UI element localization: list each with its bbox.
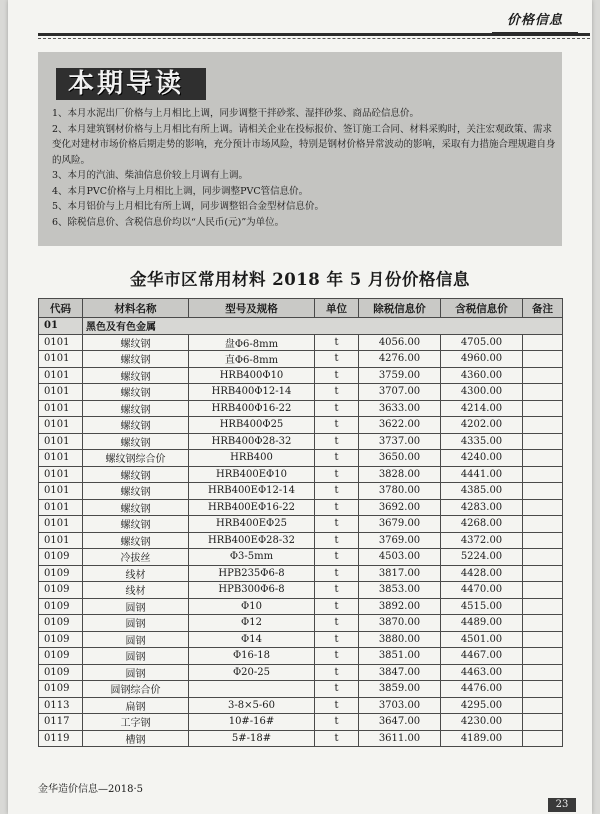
table-row <box>39 631 563 648</box>
cell-remarks <box>523 582 563 599</box>
cell-unit: t <box>315 664 359 681</box>
cell-price-excl-tax: 3622.00 <box>359 417 441 434</box>
cell-code: 0101 <box>39 499 83 516</box>
cell-unit: t <box>315 334 359 351</box>
table-row <box>39 384 563 401</box>
cell-spec: 直Φ6-8mm <box>189 351 315 368</box>
cell-spec: HRB400Φ16-22 <box>189 400 315 417</box>
table-row <box>39 483 563 500</box>
table-row <box>39 499 563 516</box>
cell-unit: t <box>315 549 359 566</box>
price-table <box>38 298 563 747</box>
cell-remarks <box>523 483 563 500</box>
intro-box <box>38 52 562 246</box>
table-row <box>39 351 563 368</box>
cell-code: 0109 <box>39 681 83 698</box>
cell-code: 0109 <box>39 631 83 648</box>
cell-price-incl-tax: 4214.00 <box>441 400 523 417</box>
cell-price-incl-tax: 4360.00 <box>441 367 523 384</box>
intro-item: 2、本月建筑钢材价格与上月相比有所上调。请相关企业在投标报价、签订施工合同、材料采购时，关注宏观政策、需求变化对建材市场价格后期走势的影响，充分预计市场风险，特别是钢材价格异常波动的影响，采取有力措施合理规避自身的风险。 <box>52 123 556 166</box>
cell-price-incl-tax: 4385.00 <box>441 483 523 500</box>
cell-spec: Φ12 <box>189 615 315 632</box>
cell-unit: t <box>315 483 359 500</box>
cell-unit: t <box>315 499 359 516</box>
cell-spec: Φ3-5mm <box>189 549 315 566</box>
cell-spec: HRB400Φ25 <box>189 417 315 434</box>
cell-price-excl-tax: 3817.00 <box>359 565 441 582</box>
cell-spec: Φ16-18 <box>189 648 315 665</box>
cell-name: 螺纹钢 <box>83 466 189 483</box>
cell-name: 扁钢 <box>83 697 189 714</box>
cell-name: 螺纹钢 <box>83 532 189 549</box>
cell-name: 螺纹钢 <box>83 417 189 434</box>
cell-name: 螺纹钢 <box>83 516 189 533</box>
cell-price-incl-tax: 4515.00 <box>441 598 523 615</box>
cell-name: 螺纹钢 <box>83 400 189 417</box>
cell-price-incl-tax: 4705.00 <box>441 334 523 351</box>
cell-price-incl-tax: 4489.00 <box>441 615 523 632</box>
cell-spec: HRB400EΦ28-32 <box>189 532 315 549</box>
col-header-name: 材料名称 <box>83 299 189 318</box>
cell-code: 0101 <box>39 367 83 384</box>
cell-remarks <box>523 532 563 549</box>
table-row <box>39 664 563 681</box>
col-header-price-excl-tax: 除税信息价 <box>359 299 441 318</box>
cell-spec: HRB400Φ12-14 <box>189 384 315 401</box>
cell-price-excl-tax: 3650.00 <box>359 450 441 467</box>
cell-remarks <box>523 384 563 401</box>
cell-remarks <box>523 664 563 681</box>
cell-price-excl-tax: 3611.00 <box>359 730 441 747</box>
cell-code: 0101 <box>39 417 83 434</box>
cell-name: 螺纹钢 <box>83 351 189 368</box>
cell-code: 0109 <box>39 549 83 566</box>
cell-unit: t <box>315 615 359 632</box>
cell-price-excl-tax: 3828.00 <box>359 466 441 483</box>
cell-price-excl-tax: 4503.00 <box>359 549 441 566</box>
cell-price-incl-tax: 4372.00 <box>441 532 523 549</box>
cell-spec: 5#-18# <box>189 730 315 747</box>
footer-publication: 金华造价信息—2018·5 <box>38 784 143 795</box>
cell-spec: 盘Φ6-8mm <box>189 334 315 351</box>
cell-price-incl-tax: 4300.00 <box>441 384 523 401</box>
table-row <box>39 549 563 566</box>
cell-price-incl-tax: 4283.00 <box>441 499 523 516</box>
cell-code: 0113 <box>39 697 83 714</box>
cell-price-excl-tax: 3859.00 <box>359 681 441 698</box>
table-header-row <box>39 299 563 318</box>
category-code: 01 <box>39 318 83 335</box>
cell-price-incl-tax: 4441.00 <box>441 466 523 483</box>
table-row <box>39 730 563 747</box>
table-row <box>39 450 563 467</box>
cell-code: 0109 <box>39 565 83 582</box>
intro-title: 本期导读 <box>68 69 185 99</box>
table-row <box>39 648 563 665</box>
cell-code: 0101 <box>39 351 83 368</box>
cell-spec: HRB400 <box>189 450 315 467</box>
intro-item: 5、本月铝价与上月相比有所上调，同步调整铝合金型材信息价。 <box>52 201 325 212</box>
cell-remarks <box>523 334 563 351</box>
cell-remarks <box>523 466 563 483</box>
cell-price-incl-tax: 4467.00 <box>441 648 523 665</box>
cell-remarks <box>523 450 563 467</box>
cell-spec: HPB300Φ6-8 <box>189 582 315 599</box>
cell-price-incl-tax: 4470.00 <box>441 582 523 599</box>
cell-unit: t <box>315 697 359 714</box>
col-header-unit: 单位 <box>315 299 359 318</box>
cell-remarks <box>523 730 563 747</box>
cell-unit: t <box>315 565 359 582</box>
cell-price-excl-tax: 3633.00 <box>359 400 441 417</box>
cell-spec: HRB400Φ28-32 <box>189 433 315 450</box>
cell-price-incl-tax: 4476.00 <box>441 681 523 698</box>
cell-code: 0101 <box>39 433 83 450</box>
cell-remarks <box>523 367 563 384</box>
cell-unit: t <box>315 466 359 483</box>
table-row <box>39 565 563 582</box>
table-row <box>39 582 563 599</box>
cell-unit: t <box>315 516 359 533</box>
cell-remarks <box>523 615 563 632</box>
col-header-remarks: 备注 <box>523 299 563 318</box>
cell-spec: 10#-16# <box>189 714 315 731</box>
cell-code: 0101 <box>39 466 83 483</box>
cell-name: 圆钢 <box>83 631 189 648</box>
table-row <box>39 516 563 533</box>
page <box>8 0 592 814</box>
intro-item: 3、本月的汽油、柴油信息价较上月调有上调。 <box>52 170 249 181</box>
cell-unit: t <box>315 367 359 384</box>
cell-price-incl-tax: 4268.00 <box>441 516 523 533</box>
cell-remarks <box>523 648 563 665</box>
cell-price-excl-tax: 3892.00 <box>359 598 441 615</box>
cell-name: 螺纹钢 <box>83 384 189 401</box>
cell-remarks <box>523 433 563 450</box>
cell-price-excl-tax: 4056.00 <box>359 334 441 351</box>
cell-price-incl-tax: 4335.00 <box>441 433 523 450</box>
cell-code: 0109 <box>39 615 83 632</box>
cell-code: 0101 <box>39 450 83 467</box>
table-row <box>39 334 563 351</box>
cell-name: 螺纹钢 <box>83 433 189 450</box>
cell-unit: t <box>315 582 359 599</box>
table-row <box>39 615 563 632</box>
cell-remarks <box>523 351 563 368</box>
cell-price-excl-tax: 3759.00 <box>359 367 441 384</box>
col-header-price-incl-tax: 含税信息价 <box>441 299 523 318</box>
cell-code: 0109 <box>39 664 83 681</box>
cell-remarks <box>523 714 563 731</box>
cell-name: 圆钢 <box>83 648 189 665</box>
cell-remarks <box>523 681 563 698</box>
cell-price-excl-tax: 3780.00 <box>359 483 441 500</box>
cell-unit: t <box>315 417 359 434</box>
cell-spec: Φ20-25 <box>189 664 315 681</box>
cell-code: 0101 <box>39 483 83 500</box>
cell-price-incl-tax: 4189.00 <box>441 730 523 747</box>
table-row <box>39 681 563 698</box>
header-rule-dashed <box>38 38 590 39</box>
cell-price-incl-tax: 5224.00 <box>441 549 523 566</box>
cell-price-incl-tax: 4230.00 <box>441 714 523 731</box>
cell-price-excl-tax: 3851.00 <box>359 648 441 665</box>
page-number: 23 <box>548 798 576 812</box>
cell-price-incl-tax: 4501.00 <box>441 631 523 648</box>
cell-price-excl-tax: 3647.00 <box>359 714 441 731</box>
cell-spec: HRB400EΦ25 <box>189 516 315 533</box>
cell-name: 螺纹钢综合价 <box>83 450 189 467</box>
cell-remarks <box>523 549 563 566</box>
cell-name: 圆钢综合价 <box>83 681 189 698</box>
cell-name: 槽钢 <box>83 730 189 747</box>
cell-remarks <box>523 417 563 434</box>
cell-price-excl-tax: 3707.00 <box>359 384 441 401</box>
intro-list <box>52 106 560 230</box>
col-header-code: 代码 <box>39 299 83 318</box>
cell-unit: t <box>315 648 359 665</box>
table-row <box>39 532 563 549</box>
table-title: 金华市区常用材料 2018 年 5 月份价格信息 <box>130 270 470 289</box>
cell-price-incl-tax: 4202.00 <box>441 417 523 434</box>
cell-price-excl-tax: 3880.00 <box>359 631 441 648</box>
cell-remarks <box>523 598 563 615</box>
cell-remarks <box>523 516 563 533</box>
cell-remarks <box>523 697 563 714</box>
table-row <box>39 433 563 450</box>
cell-spec: 3-8×5-60 <box>189 697 315 714</box>
section-tag: 价格信息 <box>492 10 578 36</box>
cell-remarks <box>523 631 563 648</box>
intro-item: 4、本月PVC价格与上月相比上调，同步调整PVC管信息价。 <box>52 185 309 197</box>
col-header-spec: 型号及规格 <box>189 299 315 318</box>
cell-remarks <box>523 499 563 516</box>
cell-spec: HRB400EΦ10 <box>189 466 315 483</box>
cell-code: 0117 <box>39 714 83 731</box>
table-row <box>39 400 563 417</box>
cell-unit: t <box>315 681 359 698</box>
cell-remarks <box>523 565 563 582</box>
cell-code: 0109 <box>39 582 83 599</box>
cell-unit: t <box>315 532 359 549</box>
cell-name: 工字钢 <box>83 714 189 731</box>
category-name: 黑色及有色金属 <box>83 318 563 335</box>
table-row <box>39 697 563 714</box>
cell-price-excl-tax: 3769.00 <box>359 532 441 549</box>
cell-code: 0101 <box>39 532 83 549</box>
cell-name: 螺纹钢 <box>83 367 189 384</box>
category-row <box>39 318 563 335</box>
cell-unit: t <box>315 400 359 417</box>
cell-name: 线材 <box>83 565 189 582</box>
cell-unit: t <box>315 433 359 450</box>
table-row <box>39 367 563 384</box>
cell-code: 0109 <box>39 598 83 615</box>
cell-spec <box>189 681 315 698</box>
cell-price-excl-tax: 3703.00 <box>359 697 441 714</box>
cell-price-incl-tax: 4240.00 <box>441 450 523 467</box>
cell-name: 冷拔丝 <box>83 549 189 566</box>
cell-name: 螺纹钢 <box>83 334 189 351</box>
cell-name: 圆钢 <box>83 598 189 615</box>
cell-spec: HRB400EΦ16-22 <box>189 499 315 516</box>
cell-spec: Φ10 <box>189 598 315 615</box>
cell-price-incl-tax: 4428.00 <box>441 565 523 582</box>
header-rule <box>38 33 590 36</box>
cell-code: 0109 <box>39 648 83 665</box>
cell-spec: Φ14 <box>189 631 315 648</box>
cell-unit: t <box>315 351 359 368</box>
cell-code: 0101 <box>39 400 83 417</box>
cell-price-excl-tax: 3679.00 <box>359 516 441 533</box>
cell-spec: HRB400EΦ12-14 <box>189 483 315 500</box>
cell-code: 0101 <box>39 334 83 351</box>
cell-spec: HRB400Φ10 <box>189 367 315 384</box>
cell-name: 圆钢 <box>83 664 189 681</box>
cell-name: 圆钢 <box>83 615 189 632</box>
cell-name: 螺纹钢 <box>83 483 189 500</box>
intro-item: 1、本月水泥出厂价格与上月相比上调，同步调整干拌砂浆、湿拌砂浆、商品砼信息价。 <box>52 108 420 119</box>
cell-price-excl-tax: 3853.00 <box>359 582 441 599</box>
cell-unit: t <box>315 384 359 401</box>
cell-price-excl-tax: 3847.00 <box>359 664 441 681</box>
cell-unit: t <box>315 730 359 747</box>
cell-unit: t <box>315 598 359 615</box>
cell-code: 0101 <box>39 516 83 533</box>
cell-price-excl-tax: 3692.00 <box>359 499 441 516</box>
intro-item: 6、除税信息价、含税信息价均以“人民币(元)”为单位。 <box>52 216 285 228</box>
cell-price-incl-tax: 4463.00 <box>441 664 523 681</box>
cell-code: 0101 <box>39 384 83 401</box>
cell-name: 螺纹钢 <box>83 499 189 516</box>
cell-unit: t <box>315 631 359 648</box>
table-row <box>39 714 563 731</box>
cell-price-incl-tax: 4295.00 <box>441 697 523 714</box>
table-row <box>39 466 563 483</box>
cell-price-excl-tax: 3737.00 <box>359 433 441 450</box>
cell-price-excl-tax: 3870.00 <box>359 615 441 632</box>
table-row <box>39 417 563 434</box>
table-row <box>39 598 563 615</box>
cell-price-incl-tax: 4960.00 <box>441 351 523 368</box>
cell-remarks <box>523 400 563 417</box>
cell-unit: t <box>315 714 359 731</box>
cell-name: 线材 <box>83 582 189 599</box>
cell-price-excl-tax: 4276.00 <box>359 351 441 368</box>
cell-code: 0119 <box>39 730 83 747</box>
cell-spec: HPB235Φ6-8 <box>189 565 315 582</box>
cell-unit: t <box>315 450 359 467</box>
